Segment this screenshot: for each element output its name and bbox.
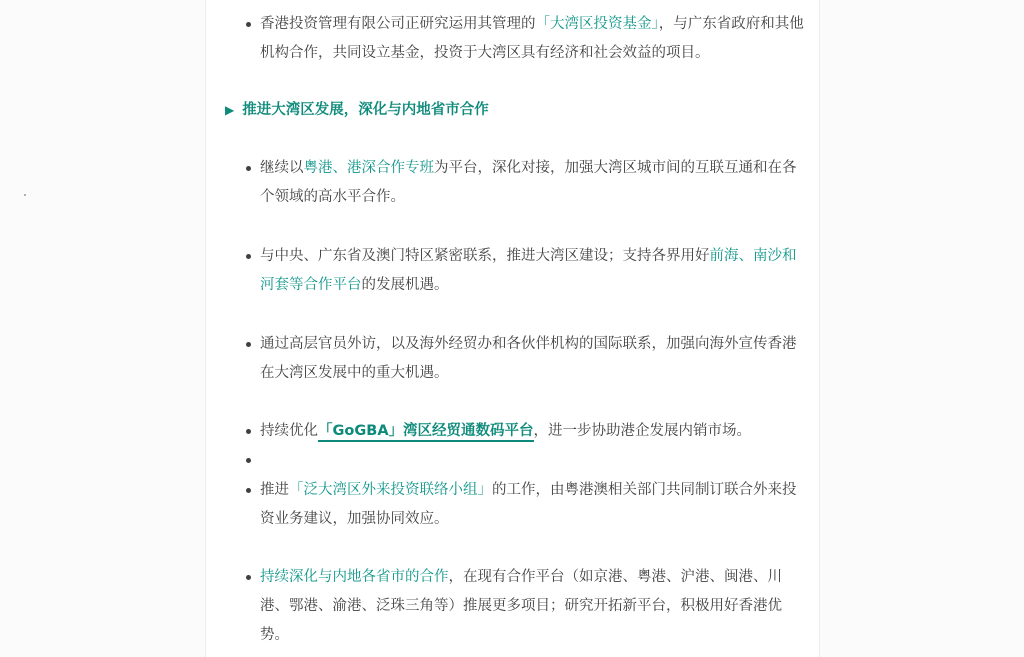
stray-dot [24, 194, 26, 196]
list-item [260, 242, 808, 300]
list-item [260, 563, 808, 650]
text-span: 为平台，深化对接，加强大湾区城市间的互联互通和在各个领域的高水平合作。 [260, 160, 797, 205]
section-heading [225, 97, 489, 123]
investment-group-link[interactable]: 「泛大湾区外来投资联络小组」 [289, 482, 492, 498]
bullet [246, 575, 251, 580]
text-span: 的发展机遇。 [361, 277, 449, 293]
text-span: 与中央、广东省及澳门特区紧密联系，推进大湾区建设；支持各界用好 [260, 248, 710, 264]
bullet [246, 166, 251, 171]
text-span: 持续优化 [260, 423, 318, 439]
list-item-empty [260, 446, 808, 475]
text-span: 香港投资管理有限公司正研究运用其管理的 [260, 16, 536, 32]
section-title: 推进大湾区发展，深化与内地省市合作 [242, 102, 489, 118]
mainland-cooperation-link[interactable]: 持续深化与内地各省市的合作 [260, 569, 449, 585]
task-force-link[interactable]: 粤港、港深合作专班 [303, 160, 434, 176]
fund-link[interactable]: 「大湾区投资基金」 [535, 16, 659, 32]
right-gutter [820, 0, 1024, 657]
text-span: 通过高层官员外访，以及海外经贸办和各伙伴机构的国际联系，加强向海外宣传香港在大湾区发展中的重大机遇。 [260, 336, 797, 381]
text-span: 推进 [260, 482, 289, 498]
list-item [260, 330, 808, 388]
text-span: ，与广东省政府和其他机构合作，共同设立基金，投资于大湾区具有经济和社会效益的项目。 [260, 16, 804, 61]
bullet [246, 342, 251, 347]
list-item [260, 10, 808, 68]
list-item [260, 476, 808, 534]
bullet [246, 254, 251, 259]
text-span: 继续以 [260, 160, 304, 176]
list-item [260, 154, 808, 212]
text-span: ，进一步协助港企发展内销市场。 [533, 423, 752, 439]
platforms-link[interactable]: 前海、南沙和河套等合作平台 [260, 248, 797, 293]
content-card [205, 0, 820, 657]
bullet [246, 429, 251, 434]
left-gutter [0, 0, 205, 657]
triangle-icon: ▶ [225, 103, 235, 117]
text-span: 的工作，由粤港澳相关部门共同制订联合外来投资业务建议，加强协同效应。 [260, 482, 797, 527]
list-item [260, 417, 808, 446]
item-text-0 [260, 16, 804, 61]
text-span: ，在现有合作平台（如京港、粤港、沪港、闽港、川港、鄂港、渝港、泛珠三角等）推展更多项目；研究开拓新平台，积极用好香港优势。 [260, 569, 782, 643]
bullet [246, 458, 251, 463]
gogba-link[interactable]: 「GoGBA」湾区经贸通数码平台 [318, 423, 534, 442]
bullet [246, 488, 251, 493]
bullet [246, 22, 251, 27]
